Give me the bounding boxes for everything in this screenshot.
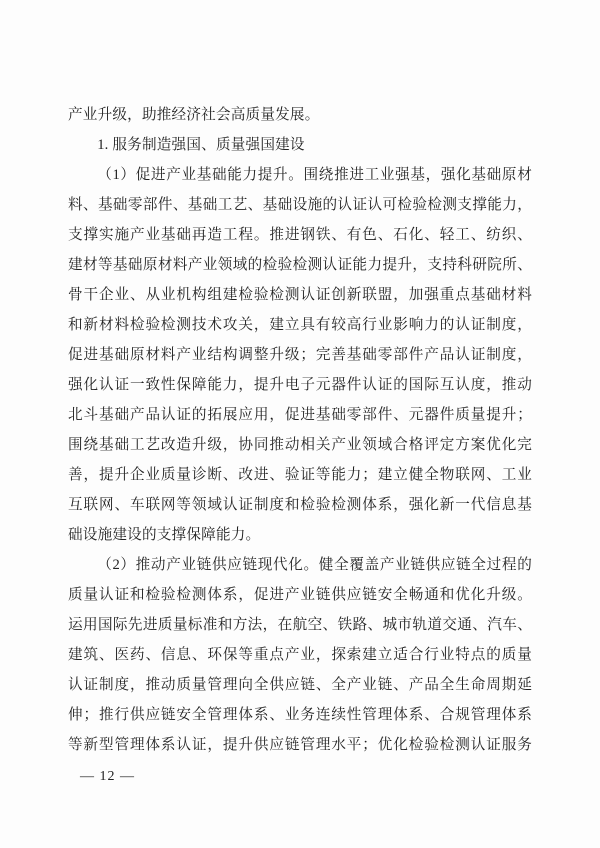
text-line: 北斗基础产品认证的拓展应用，促进基础零部件、元器件质量提升； (68, 407, 532, 423)
text-line: 产业升级，助推经济社会高质量发展。 (68, 107, 320, 123)
text-line: 支撑实施产业基础再造工程。推进钢铁、有色、石化、轻工、纺织、 (68, 227, 532, 243)
text-line: 促进基础原材料产业结构调整升级；完善基础零部件产品认证制度， (68, 347, 532, 363)
text-line: 强化认证一致性保障能力，提升电子元器件认证的国际互认度，推动 (68, 377, 532, 393)
text-line: 善，提升企业质量诊断、改进、验证等能力；建立健全物联网、工业 (68, 467, 532, 483)
text-line: 等新型管理体系认证，提升供应链管理水平；优化检验检测认证服务 (68, 737, 532, 753)
text-line: 骨干企业、从业机构组建检验检测认证创新联盟，加强重点基础材料 (68, 287, 532, 303)
page-number: — 12 — (80, 769, 135, 784)
text-line: 运用国际先进质量标准和方法，在航空、铁路、城市轨道交通、汽车、 (68, 617, 532, 633)
text-line: （2）推动产业链供应链现代化。健全覆盖产业链供应链全过程的 (97, 557, 532, 573)
text-line: 伸；推行供应链安全管理体系、业务连续性管理体系、合规管理体系 (68, 707, 532, 723)
text-line: 和新材料检验检测技术攻关，建立具有较高行业影响力的认证制度， (68, 317, 532, 333)
document-body (68, 100, 532, 760)
text-line: 建材等基础原材料产业领域的检验检测认证能力提升，支持科研院所、 (68, 257, 532, 273)
text-line: 互联网、车联网等领域认证制度和检验检测体系，强化新一代信息基 (68, 497, 532, 513)
text-line: 认证制度，推动质量管理向全供应链、全产业链、产品全生命周期延 (68, 677, 532, 693)
text-line: （1）促进产业基础能力提升。围绕推进工业强基，强化基础原材 (97, 167, 532, 183)
text-line: 质量认证和检验检测体系，促进产业链供应链安全畅通和优化升级。 (68, 587, 532, 603)
text-line: 建筑、医药、信息、环保等重点产业，探索建立适合行业特点的质量 (68, 647, 532, 663)
text-line: 围绕基础工艺改造升级，协同推动相关产业领域合格评定方案优化完 (68, 437, 532, 453)
text-line: 1. 服务制造强国、质量强国建设 (97, 137, 305, 153)
text-line: 料、基础零部件、基础工艺、基础设施的认证认可检验检测支撑能力， (68, 197, 532, 213)
text-line: 础设施建设的支撑保障能力。 (68, 527, 261, 543)
